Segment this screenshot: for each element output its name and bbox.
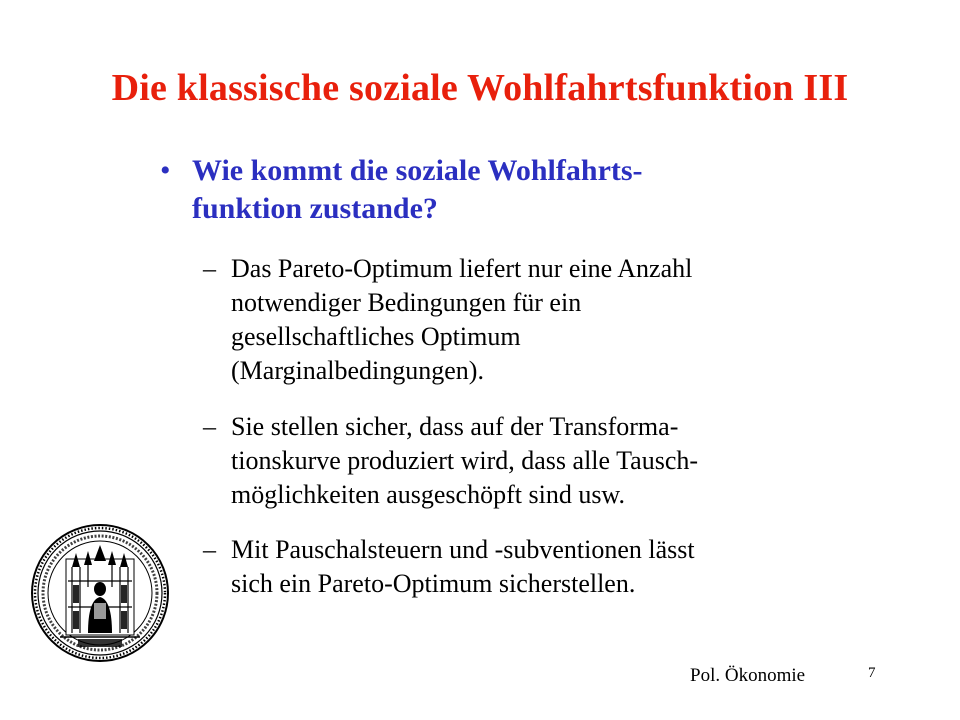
main-bullet-line: funktion zustande?	[192, 192, 438, 225]
main-bullet-text	[192, 152, 802, 228]
dash-marker: –	[203, 535, 216, 564]
footer-label: Pol. Ökonomie	[690, 665, 806, 686]
page-number: 7	[868, 665, 876, 681]
sub-bullet-line: Sie stellen sicher, dass auf der Transforma-	[231, 412, 679, 441]
sub-bullet-line: Mit Pauschalsteuern und -subventionen lässt	[231, 535, 695, 564]
bullet-marker: •	[160, 154, 171, 187]
sub-bullet-line: gesellschaftliches Optimum	[231, 322, 521, 351]
sub-bullet-line: möglichkeiten ausgeschöpft sind usw.	[231, 480, 626, 509]
sub-bullet-line: Das Pareto-Optimum liefert nur eine Anzahl	[231, 254, 693, 283]
dash-marker: –	[203, 412, 216, 441]
sub-bullet-text	[231, 533, 821, 601]
sub-bullet-line: tionskurve produziert wird, dass alle Tausch-	[231, 446, 699, 475]
sub-bullet-line: (Marginalbedingungen).	[231, 356, 484, 385]
dash-marker: –	[203, 254, 216, 283]
main-bullet-line: Wie kommt die soziale Wohlfahrts-	[192, 154, 643, 187]
sub-bullet-line: sich ein Pareto-Optimum sicherstellen.	[231, 569, 636, 598]
sub-bullet-text	[231, 410, 821, 512]
slide-title: Die klassische soziale Wohlfahrtsfunktion III	[111, 67, 849, 109]
sub-bullet-text	[231, 252, 821, 388]
sub-bullet-line: notwendiger Bedingungen für ein	[231, 288, 582, 317]
university-seal-icon	[30, 523, 170, 663]
